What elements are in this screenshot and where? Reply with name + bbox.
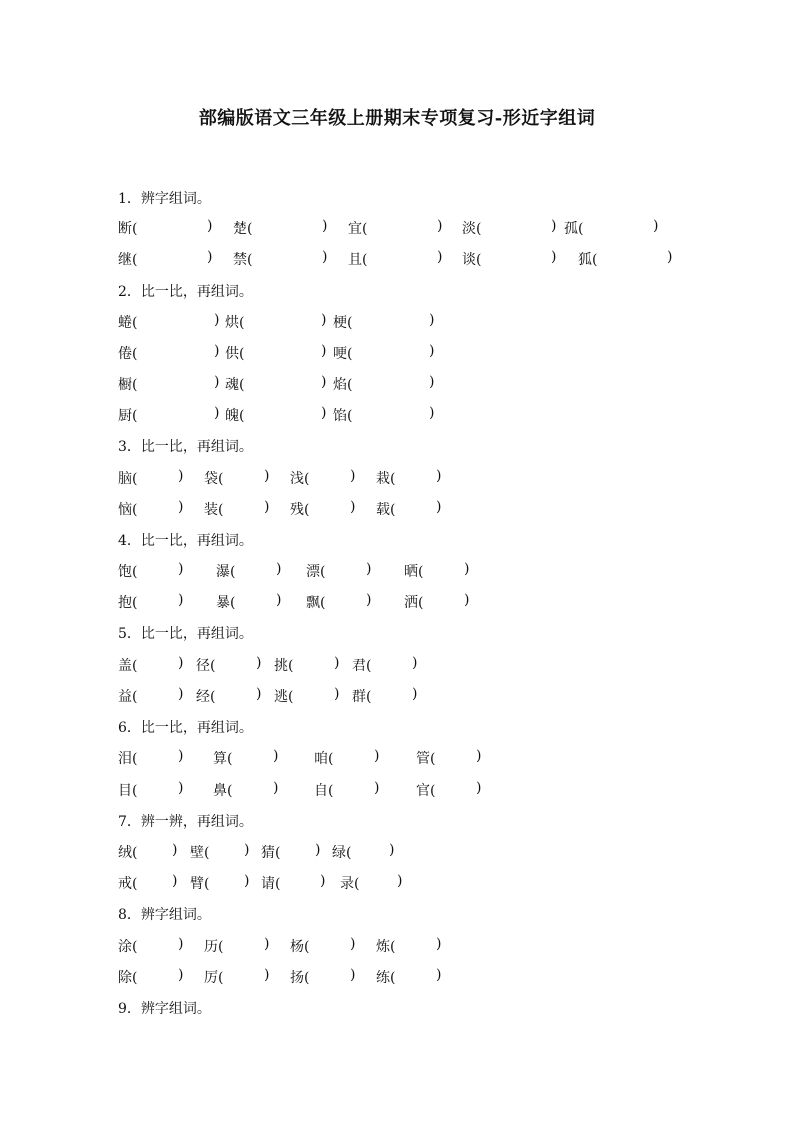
question-5-row-2 xyxy=(0,686,794,706)
word-cell: 禁 ( ) xyxy=(233,249,252,269)
word-cell: 经 ( ) xyxy=(196,686,215,706)
word-cell: 臂 ( ) xyxy=(190,873,209,893)
word-cell: 橱 ( ) xyxy=(118,374,137,394)
question-4-row-1 xyxy=(0,561,794,581)
word-cell: 壁 ( ) xyxy=(190,842,209,862)
word-cell: 宜 ( ) xyxy=(348,218,367,238)
word-cell: 扬 ( ) xyxy=(290,967,309,987)
word-cell: 径 ( ) xyxy=(196,655,215,675)
question-4-heading: 4．比一比，再组词。 xyxy=(118,533,253,549)
word-cell: 厨 ( ) xyxy=(118,405,137,425)
question-1-row-2 xyxy=(0,249,794,269)
word-cell: 绒 ( ) xyxy=(118,842,137,862)
word-cell: 官 ( ) xyxy=(416,780,435,800)
question-9-heading: 9．辨字组词。 xyxy=(118,1001,211,1017)
question-7-heading: 7．辨一辨，再组词。 xyxy=(118,814,253,830)
word-cell: 晒 ( ) xyxy=(404,561,423,581)
word-cell: 杨 ( ) xyxy=(290,936,309,956)
word-cell: 群 ( ) xyxy=(352,686,371,706)
word-cell: 继 ( ) xyxy=(118,249,137,269)
word-cell: 谈 ( ) xyxy=(462,249,481,269)
word-cell: 漂 ( ) xyxy=(306,561,325,581)
word-cell: 梗 ( ) xyxy=(333,312,352,332)
word-cell: 暴 ( ) xyxy=(216,592,235,612)
word-cell: 魄 ( ) xyxy=(225,405,244,425)
word-cell: 焰 ( ) xyxy=(333,374,352,394)
word-cell: 装 ( ) xyxy=(204,499,223,519)
word-cell: 孤 ( ) xyxy=(564,218,583,238)
question-7-row-2 xyxy=(0,873,794,893)
word-cell: 益 ( ) xyxy=(118,686,137,706)
question-3-row-1 xyxy=(0,468,794,488)
word-cell: 恼 ( ) xyxy=(118,499,137,519)
word-cell: 鼻 ( ) xyxy=(213,780,232,800)
word-cell: 逃 ( ) xyxy=(274,686,293,706)
question-3-row-2 xyxy=(0,499,794,519)
question-2-row-2 xyxy=(0,343,794,363)
word-cell: 除 ( ) xyxy=(118,967,137,987)
word-cell: 断 ( ) xyxy=(118,218,137,238)
page-title: 部编版语文三年级上册期末专项复习-形近字组词 xyxy=(198,108,596,129)
word-cell: 倦 ( ) xyxy=(118,343,137,363)
question-2-row-4 xyxy=(0,405,794,425)
question-8-heading: 8．辨字组词。 xyxy=(118,907,211,923)
question-8-row-2 xyxy=(0,967,794,987)
word-cell: 袋 ( ) xyxy=(204,468,223,488)
word-cell: 淡 ( ) xyxy=(462,218,481,238)
question-5-heading: 5．比一比，再组词。 xyxy=(118,626,253,642)
word-cell: 瀑 ( ) xyxy=(216,561,235,581)
question-8-row-1 xyxy=(0,936,794,956)
word-cell: 抱 ( ) xyxy=(118,592,137,612)
word-cell: 录 ( ) xyxy=(340,873,359,893)
word-cell: 管 ( ) xyxy=(416,748,435,768)
question-1-row-1 xyxy=(0,218,794,238)
word-cell: 盖 ( ) xyxy=(118,655,137,675)
word-cell: 炼 ( ) xyxy=(376,936,395,956)
word-cell: 浅 ( ) xyxy=(290,468,309,488)
word-cell: 涂 ( ) xyxy=(118,936,137,956)
word-cell: 厉 ( ) xyxy=(204,967,223,987)
question-7-row-1 xyxy=(0,842,794,862)
word-cell: 供 ( ) xyxy=(225,343,244,363)
word-cell: 咱 ( ) xyxy=(314,748,333,768)
question-6-row-1 xyxy=(0,748,794,768)
question-2-row-1 xyxy=(0,312,794,332)
question-2-heading: 2．比一比，再组词。 xyxy=(118,284,253,300)
question-4-row-2 xyxy=(0,592,794,612)
word-cell: 残 ( ) xyxy=(290,499,309,519)
word-cell: 自 ( ) xyxy=(314,780,333,800)
word-cell: 戒 ( ) xyxy=(118,873,137,893)
question-5-row-1 xyxy=(0,655,794,675)
word-cell: 楚 ( ) xyxy=(233,218,252,238)
word-cell: 请 ( ) xyxy=(261,873,280,893)
word-cell: 泪 ( ) xyxy=(118,748,137,768)
word-cell: 练 ( ) xyxy=(376,967,395,987)
question-6-heading: 6．比一比，再组词。 xyxy=(118,720,253,736)
question-6-row-2 xyxy=(0,780,794,800)
word-cell: 烘 ( ) xyxy=(225,312,244,332)
word-cell: 洒 ( ) xyxy=(404,592,423,612)
word-cell: 君 ( ) xyxy=(352,655,371,675)
word-cell: 哽 ( ) xyxy=(333,343,352,363)
word-cell: 魂 ( ) xyxy=(225,374,244,394)
word-cell: 蜷 ( ) xyxy=(118,312,137,332)
word-cell: 脑 ( ) xyxy=(118,468,137,488)
question-2-row-3 xyxy=(0,374,794,394)
word-cell: 算 ( ) xyxy=(213,748,232,768)
word-cell: 历 ( ) xyxy=(204,936,223,956)
word-cell: 狐 ( ) xyxy=(578,249,597,269)
word-cell: 载 ( ) xyxy=(376,499,395,519)
word-cell: 猜 ( ) xyxy=(261,842,280,862)
word-cell: 挑 ( ) xyxy=(274,655,293,675)
word-cell: 栽 ( ) xyxy=(376,468,395,488)
question-3-heading: 3．比一比，再组词。 xyxy=(118,439,253,455)
word-cell: 绿 ( ) xyxy=(332,842,351,862)
word-cell: 目 ( ) xyxy=(118,780,137,800)
word-cell: 飘 ( ) xyxy=(306,592,325,612)
word-cell: 馅 ( ) xyxy=(333,405,352,425)
word-cell: 且 ( ) xyxy=(348,249,367,269)
question-1-heading: 1．辨字组词。 xyxy=(118,191,211,207)
word-cell: 饱 ( ) xyxy=(118,561,137,581)
